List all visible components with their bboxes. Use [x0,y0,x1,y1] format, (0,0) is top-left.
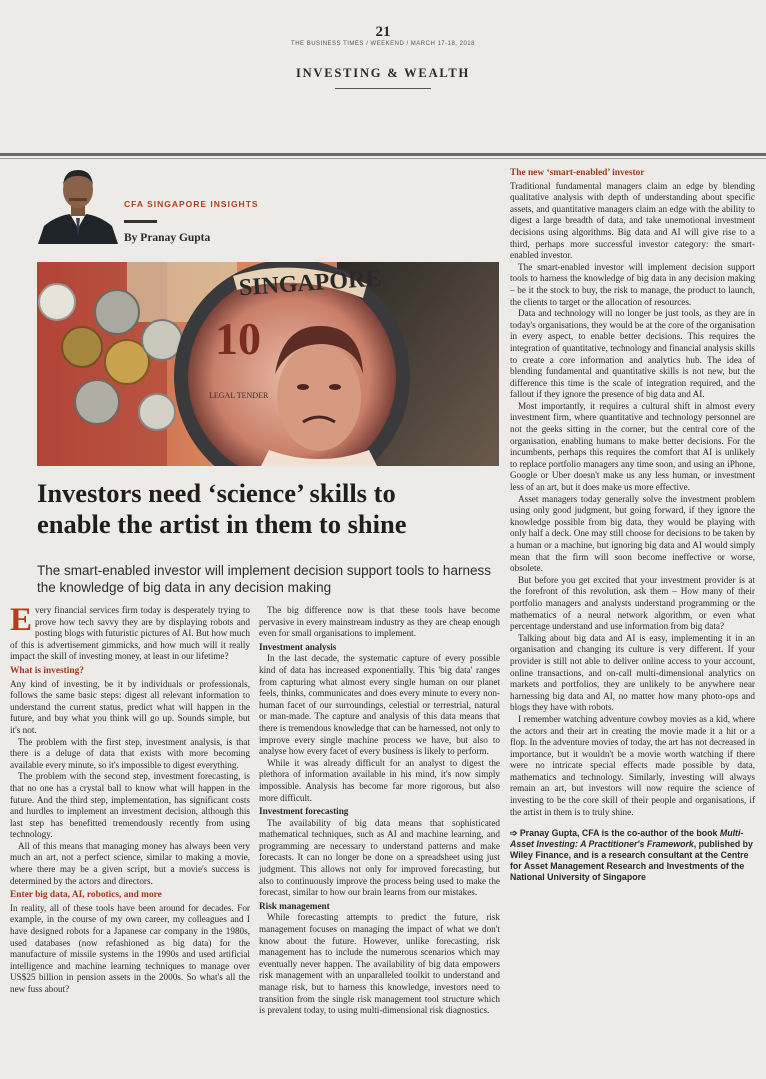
body-paragraph: In the last decade, the systematic capture of every possible kind of data has increased exponentially. This 'big data' ranges from capturing what almost every single human on our planet feels, thinks, communicates and does every minute to every non-human facet of our surroundings, celestial or terrestrial, natural or man-made. The capture and analysis of this data means that there is tremendous knowledge that can be harnessed, not only to improve every single machine process we have, but also to analyse how every facet of every business is likely to perform. [259,653,500,757]
body-paragraph: In reality, all of these tools have been around for decades. For example, in the course of my own career, my colleagues and I have designed robots for a Japanese car company in the 1980s, used databases (now refashioned as big data) for the manufacture of missile systems in the 1990s and used artificial intelligence and machine learning techniques to manage over US$25 billion in pension assets in the 2000s. So what's all the new fuss about? [10,902,250,994]
photo-legal-tender: LEGAL TENDER [209,391,269,400]
subhead-investment-forecasting: Investment forecasting [259,806,349,817]
lead-text: very financial services firm today is desperately trying to prove how tech savvy they are by displaying robots and posting blogs with futuristic pictures of AI. But how much of this is advertisement gimmicks, and how much will it really impact the skill of investing money, at least in our lifetime? [10,605,250,662]
body-paragraph: Asset managers today generally solve the investment problem using only good judgment, but going forward, if they ignore the knowledge possible from big data, they would be playing with only half a deck. One may still choose for decisions to be taken by a human or a machine, but ignoring big data and AI would simply mean that the firm will soon become ineffective or worse, obsolete. [510,493,755,574]
body-paragraph: The problem with the second step, investment forecasting, is that no one has a crystal ball to know what will happen in the future. And the third step, implementation, has significant costs and hurdles to implement an investment decision, although this last step has benefitted tremendously recently from using technology. [10,771,250,840]
body-paragraph: Traditional fundamental managers claim an edge by blending qualitative analysis with depth of understanding about specific assets, and quantitative managers claim an edge with the ability to digest a large breadth of data, and take unemotional investment decisions using algorithms. Big data and AI will give rise to a third, perhaps more successful investor category: the smart-enabled investor. [510,180,755,261]
section-underline [335,88,431,89]
body-paragraph: Most importantly, it requires a cultural shift in almost every investment firm, where quantitative and technology personnel are not the geeks sitting in the corner, but the central core of the organisation, enabling humans to make better decisions. For the incumbents, perhaps this requires the comfort that AI is unlikely to replace portfolio managers any time soon, and using an iPhone, Google or Uber doesn't make us any less human, or investment less of an art, but it does make us more effective. [510,400,755,493]
subhead-enter-big-data: Enter big data, AI, robotics, and more [10,890,162,901]
photo-note-text: SINGAPORE [238,265,383,302]
body-paragraph: The big difference now is that these tools have become pervasive in every mainstream industry as they are cheap enough even for small organisations to implement. [259,605,500,639]
body-paragraph: Data and technology will no longer be just tools, as they are in today's organisations, they would be at the core of the organisation in every aspect, to enable better decisions. This requires the integration of quantitative, technology and financial analysis skills to create a core information and analytics hub. The idea of blending fundamental and quantitative skills is not new, but the difference this time is the scale of integration required, and the fallout if they ignore the presence of big data and AI. [510,308,755,400]
body-paragraph: While it was already difficult for an analyst to digest the plethora of information available in his mind, it's now simply impossible. Analysis has become far more rigorous, but also more difficult. [259,757,500,803]
bio-text-continued: , published by Wiley Finance, and is a research consultant at the Centre for Asset Management Research and Investments of the National University of Singapore [510,839,753,883]
article-headline [37,478,507,540]
subhead-investment-analysis: Investment analysis [259,641,337,652]
column-kicker: CFA SINGAPORE INSIGHTS [124,199,259,209]
bio-text: ➩ Pranay Gupta, CFA is the co-author of the book [510,828,720,839]
headline-line-2: enable the artist in them to shine [37,509,407,539]
kicker-rule [124,220,157,223]
article-column-1 [10,602,250,996]
body-paragraph: All of this means that managing money has always been very much an art, not a perfect science, similar to making a movie, where there may be a given script, but a movie's success is determined by the actors and directors. [10,840,250,886]
body-paragraph: The availability of big data means that sophisticated mathematical techniques, such as AI and machine learning, and programming are necessary to understand patterns and make forecasts. It can no longer be done on a spreadsheet using just judgment. This allows not only for improved forecasting, but also to continuously improve the process being used to make the forecast, similar to how our brain learns from our mistakes. [259,817,500,898]
subhead-risk-management: Risk management [259,900,330,911]
drop-cap: E [10,602,33,638]
body-paragraph: I remember watching adventure cowboy movies as a kid, where the actors and their art in creating the movie made it a hit or a flop. In the adventure movies of today, the art has not decreased in importance, but it wouldn't be a movie worth watching if there were no intricate special effects made possible by data, mathematics and technology. Similarly, investing will always remain an art, but investors will now require the science of investing to be the core skill of their people and organisations, if the artist in them is to truly shine. [510,713,755,817]
photo-denomination: 10 [215,313,261,364]
body-paragraph: While forecasting attempts to predict the future, risk management focuses on managing the impact of what we don't know about the future. However, unlike forecasting, risk management has to include the numerous scenarios which may eventually never happen. The availability of big data empowers risk management with an unparalleled toolkit to understand and manage risk, but to harness this knowledge, investors need to transition from the single risk management tool structure which is prevalent today, to using multi-dimensional risk diagnostics. [259,912,500,1016]
body-paragraph [10,602,250,663]
masthead-dateline: THE BUSINESS TIMES / WEEKEND / MARCH 17-18, 2018 [291,41,475,47]
top-divider [0,153,766,156]
body-paragraph: But before you get excited that your investment provider is at the forefront of this revolution, ask them – How many of their portfolio managers and analysts understand programming or the mathematics of a neural network algorithm, or even what percentage understand and use information from big data? [510,574,755,632]
headline-line-1: Investors need ‘science’ skills to [37,478,396,508]
bio-book-title: Multi-Asset Investing: A Practitioner's Framework [510,828,744,850]
subhead-what-is-investing: What is investing? [10,665,84,676]
body-paragraph: The problem with the first step, investment analysis, is that there is a deluge of data that exists with more becoming available every minute, so it's impossible to digest everything. [10,736,250,770]
article-column-2 [259,605,500,1017]
subhead-smart-enabled-investor: The new ‘smart-enabled’ investor [510,168,645,178]
top-divider-thin [0,158,766,159]
body-paragraph: Any kind of investing, be it by individuals or professionals, follows the same basic steps: digest all relevant information to understand the current status, predict what will happen in the future, and buy what you think will go up. Sounds simple, but it's not. [10,678,250,735]
banknote-magnifier-photo [37,262,499,466]
body-paragraph: Talking about big data and AI is easy, implementing it in an organisation and changing its culture is very different. If your provider is still not able to deliver online access to your account, online transactions, and on-call multi-dimensional analytics on markets and portfolios, they are unlikely to be anywhere near harnessing big data and AI, no matter how many photo-ops and blogs they have with robots. [510,632,755,713]
author-bio [510,828,755,883]
page-number: 21 [375,24,391,40]
author-headshot [36,164,120,244]
byline: By Pranay Gupta [124,232,211,244]
section-title: INVESTING & WEALTH [295,66,471,80]
article-standfirst: The smart-enabled investor will implement decision support tools to harness the knowledge of big data in any decision making [37,563,491,595]
article-column-3 [510,165,755,883]
body-paragraph: The smart-enabled investor will implement decision support tools to harness the knowledge of big data in any decision making – be it the stock to buy, the risk to manage, the product to launch, the clients to target or the allocation of resources. [510,261,755,307]
